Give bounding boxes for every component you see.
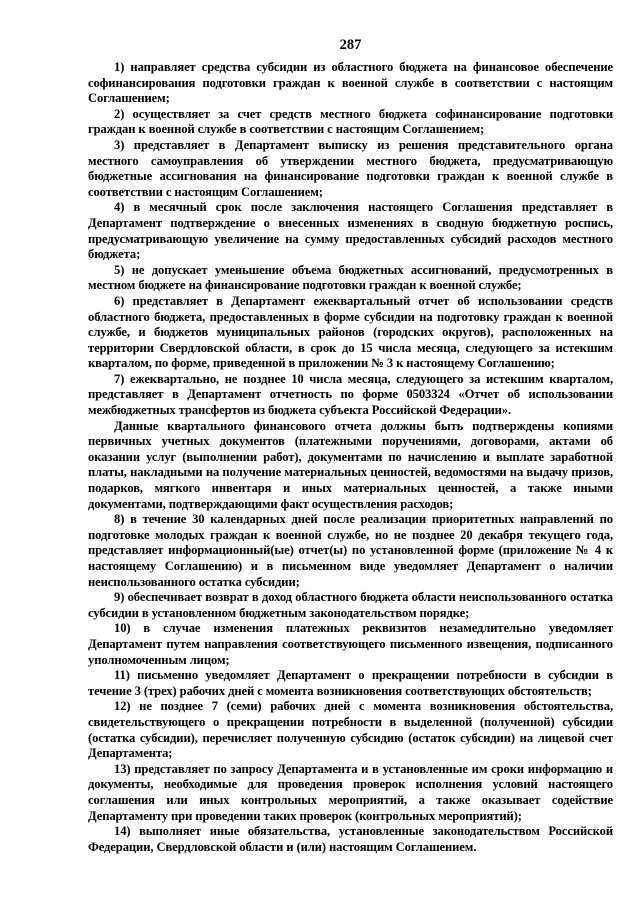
paragraph-item-11: 11) письменно уведомляет Департамент о прекращении потребности в субсидии в течение 3 (трех) рабочих дней с момента возникновения соответствующих обстоятельств; [88,668,613,698]
page-number: 287 [339,37,362,53]
paragraph-item-1: 1) направляет средства субсидии из областного бюджета на финансовое обеспечение софинансирования подготовки граждан к военной службе в соответствии с настоящим Соглашением; [88,60,613,106]
paragraph-item-9: 9) обеспечивает возврат в доход областного бюджета области неиспользованного остатка субсидии в установленном бюджетным законодательством порядке; [88,590,613,620]
paragraph-item-3: 3) представляет в Департамент выписку из решения представительного органа местного самоуправления об утверждении местного бюджета, предусматривающую бюджетные ассигнования на финансирование подготовки граждан к военной службе в соответствии с настоящим Соглашением; [88,137,613,199]
paragraph-item-7: 7) ежеквартально, не позднее 10 числа месяца, следующего за истекшим кварталом, представляет в Департамент отчетность по форме 0503324 «Отчет об использовании межбюджетных трансфертов из бюджета субъекта Российской Федерации». [88,371,613,418]
paragraph-item-8: 8) в течение 30 календарных дней после реализации приоритетных направлений по подготовке молодых граждан к военной службе, но не позднее 20 декабря текущего года, представляет информационный(ые) отчет(ы) по установленной форме (приложение № 4 к настоящему Соглашению) и в письменном виде уведомляет Департамент о наличии неиспользованного остатка субсидии; [88,512,613,589]
paragraph-item-12: 12) не позднее 7 (семи) рабочих дней с момента возникновения обстоятельства, свидетельствующего о прекращении потребности в выделенной (полученной) субсидии (остатка субсидии), перечисляет полученную субсидию (остаток субсидии) на лицевой счет Департамента; [88,699,613,761]
paragraph-item-2: 2) осуществляет за счет средств местного бюджета софинансирование подготовки граждан к военной службе в соответствии с настоящим Соглашением; [88,106,613,137]
paragraph-item-4: 4) в месячный срок после заключения настоящего Соглашения представляет в Департамент подтверждение о внесенных изменениях в сводную бюджетную роспись, предусматривающую увеличение на сумму предоставленных субсидий расходов местного бюджета; [88,200,613,262]
paragraph-item-5: 5) не допускает уменьшение объема бюджетных ассигнований, предусмотренных в местном бюджете на финансирование подготовки граждан к военной службе; [88,262,613,293]
paragraph-item-13: 13) представляет по запросу Департамента и в установленные им сроки информацию и документы, необходимые для проведения проверок исполнения условий настоящего соглашения или иных контрольных мероприятий, а также оказывает содействие Департаменту при проведении таких проверок (контрольных мероприятий); [88,761,613,823]
paragraph-item-6: 6) представляет в Департамент ежеквартальный отчет об использовании средств областного бюджета, предоставленных в форме субсидии на подготовку граждан к военной службе, и бюджетов муниципальных районов (городских округов), расположенных на территории Свердловской области, в срок до 15 числа месяца, следующего за истекшим кварталом, по форме, приведенной в приложении № 3 к настоящему Соглашению; [88,293,613,371]
paragraph-item-10: 10) в случае изменения платежных реквизитов незамедлительно уведомляет Департамент путем направления соответствующего письменного извещения, подписанного уполномоченным лицом; [88,621,613,667]
paragraph-report-requirements: Данные квартального финансового отчета должны быть подтверждены копиями первичных учетных документов (платежными поручениями, договорами, актами об оказании услуг (выполнении работ), документами по начислению и выплате заработной платы, накладными на получение материальных ценностей, ведомостями на выдачу призов, подарков, мягкого инвентаря и иных материальных ценностей, а также иными документами, подтверждающими факт осуществления расходов; [88,418,613,511]
paragraph-item-14: 14) выполняет иные обязательства, установленные законодательством Российской Федерации, Свердловской области и (или) настоящим Соглашением. [88,824,613,854]
